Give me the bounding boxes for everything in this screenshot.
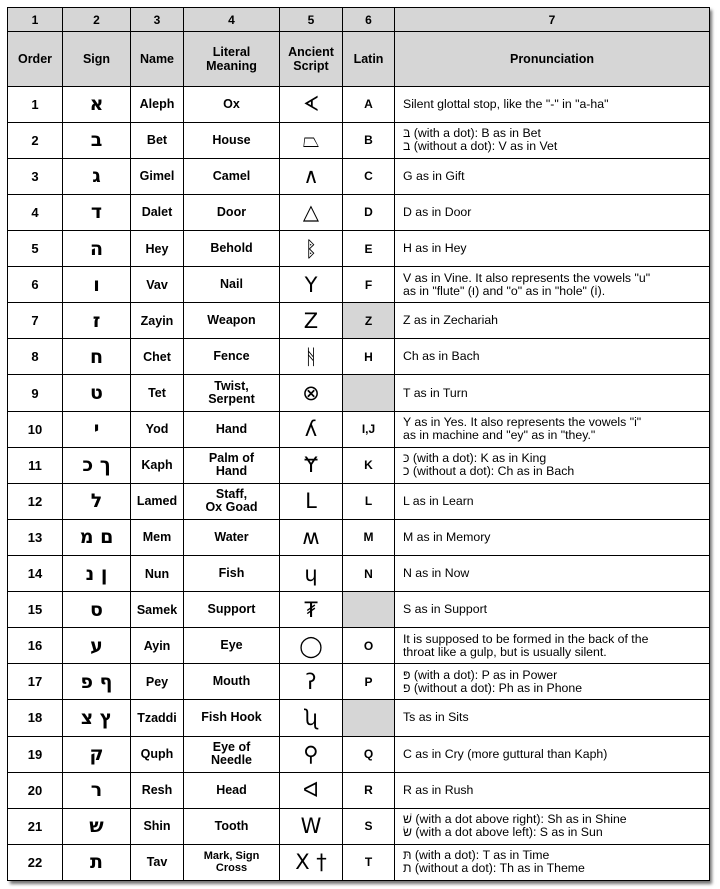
literal-meaning bbox=[184, 519, 280, 555]
letter-row bbox=[8, 736, 710, 772]
letter-row bbox=[8, 844, 710, 880]
column-number: 2 bbox=[63, 8, 131, 32]
letter-name: Gimel bbox=[131, 158, 184, 194]
latin-letter: L bbox=[343, 483, 395, 519]
hebrew-sign: ט bbox=[63, 375, 131, 411]
pronunciation-line: פּ (with a dot): P as in Power bbox=[403, 667, 558, 682]
ancient-script-glyph: ⏢ bbox=[280, 122, 343, 158]
meaning-line: Behold bbox=[210, 241, 253, 256]
alphabet-sheet bbox=[7, 7, 709, 881]
letter-row bbox=[8, 122, 710, 158]
letter-row bbox=[8, 194, 710, 230]
letter-name: Chet bbox=[131, 339, 184, 375]
letter-row bbox=[8, 772, 710, 808]
pronunciation-line: L as in Learn bbox=[403, 493, 474, 508]
letter-row bbox=[8, 592, 710, 628]
pronunciation-line: as in machine and "ey" as in "they." bbox=[403, 428, 596, 443]
latin-letter: C bbox=[343, 158, 395, 194]
ancient-script-glyph: W bbox=[280, 808, 343, 844]
column-number: 1 bbox=[8, 8, 63, 32]
pronunciation-cell bbox=[395, 736, 710, 772]
meaning-line: Needle bbox=[211, 753, 252, 768]
letter-name: Ayin bbox=[131, 628, 184, 664]
column-number: 6 bbox=[343, 8, 395, 32]
order-cell: 19 bbox=[8, 736, 63, 772]
column-number: 7 bbox=[395, 8, 710, 32]
latin-letter: R bbox=[343, 772, 395, 808]
latin-letter: S bbox=[343, 808, 395, 844]
column-number: 4 bbox=[184, 8, 280, 32]
letter-row bbox=[8, 808, 710, 844]
pronunciation-cell bbox=[395, 158, 710, 194]
latin-letter bbox=[343, 700, 395, 736]
pronunciation-line: Silent glottal stop, like the "-" in "a-ha" bbox=[403, 96, 609, 111]
letter-name: Tav bbox=[131, 844, 184, 880]
order-cell: 6 bbox=[8, 267, 63, 303]
ancient-script-glyph: ◯ bbox=[280, 628, 343, 664]
letter-row bbox=[8, 267, 710, 303]
pronunciation-cell bbox=[395, 375, 710, 411]
order-cell: 17 bbox=[8, 664, 63, 700]
meaning-line: Water bbox=[214, 529, 249, 544]
header-latin: Latin bbox=[343, 32, 395, 86]
ancient-script-glyph: ʯ bbox=[280, 700, 343, 736]
meaning-line: Door bbox=[216, 204, 247, 219]
ancient-script-glyph: ᚻ bbox=[280, 339, 343, 375]
pronunciation-line: שׁ (with a dot above right): Sh as in Shine bbox=[403, 812, 627, 827]
meaning-line: Head bbox=[216, 782, 247, 797]
ancient-script-glyph: Z bbox=[280, 303, 343, 339]
meaning-line: Fish Hook bbox=[201, 710, 262, 725]
hebrew-sign: ז bbox=[63, 303, 131, 339]
hebrew-sign: ס bbox=[63, 592, 131, 628]
order-cell: 8 bbox=[8, 339, 63, 375]
ancient-script-glyph: ᛔ bbox=[280, 231, 343, 267]
ancient-script-glyph: X † bbox=[280, 844, 343, 880]
column-number: 3 bbox=[131, 8, 184, 32]
hebrew-sign: ן נ bbox=[63, 556, 131, 592]
order-cell: 22 bbox=[8, 844, 63, 880]
pronunciation-cell bbox=[395, 700, 710, 736]
pronunciation-line: ב (without a dot): V as in Vet bbox=[403, 139, 558, 154]
pronunciation-line: בּ (with a dot): B as in Bet bbox=[403, 126, 541, 141]
literal-meaning bbox=[184, 592, 280, 628]
literal-meaning bbox=[184, 664, 280, 700]
hebrew-sign: י bbox=[63, 411, 131, 447]
hebrew-sign: ץ צ bbox=[63, 700, 131, 736]
pronunciation-cell bbox=[395, 447, 710, 483]
ancient-script-glyph: ʎ bbox=[280, 411, 343, 447]
ancient-script-glyph: L bbox=[280, 483, 343, 519]
pronunciation-line: T as in Turn bbox=[403, 385, 468, 400]
meaning-line: Support bbox=[207, 602, 256, 617]
order-cell: 9 bbox=[8, 375, 63, 411]
hebrew-sign: ק bbox=[63, 736, 131, 772]
hebrew-sign: א bbox=[63, 86, 131, 122]
meaning-line: Eye bbox=[220, 638, 243, 653]
literal-meaning bbox=[184, 194, 280, 230]
literal-meaning bbox=[184, 700, 280, 736]
letter-name: Bet bbox=[131, 122, 184, 158]
pronunciation-line: תּ (with a dot): T as in Time bbox=[403, 848, 550, 863]
literal-meaning bbox=[184, 339, 280, 375]
letter-name: Mem bbox=[131, 519, 184, 555]
pronunciation-cell bbox=[395, 411, 710, 447]
letter-row bbox=[8, 700, 710, 736]
order-cell: 13 bbox=[8, 519, 63, 555]
meaning-line: Mouth bbox=[212, 674, 251, 689]
header-literal-meaning bbox=[184, 32, 280, 86]
latin-letter bbox=[343, 375, 395, 411]
letter-name: Samek bbox=[131, 592, 184, 628]
latin-letter: K bbox=[343, 447, 395, 483]
hebrew-sign: ר bbox=[63, 772, 131, 808]
column-number-row bbox=[8, 8, 710, 32]
order-cell: 11 bbox=[8, 447, 63, 483]
ancient-script-glyph: ʍ bbox=[280, 519, 343, 555]
ancient-script-glyph: ʔ bbox=[280, 664, 343, 700]
hebrew-sign: ו bbox=[63, 267, 131, 303]
ancient-script-glyph: ɥ bbox=[280, 556, 343, 592]
header-name: Name bbox=[131, 32, 184, 86]
hebrew-sign: ע bbox=[63, 628, 131, 664]
ancient-script-glyph: ₮ bbox=[280, 592, 343, 628]
pronunciation-line: Z as in Zechariah bbox=[403, 313, 499, 328]
hebrew-sign: ג bbox=[63, 158, 131, 194]
meaning-line: Serpent bbox=[208, 392, 255, 406]
literal-meaning bbox=[184, 628, 280, 664]
literal-meaning bbox=[184, 122, 280, 158]
letter-row bbox=[8, 411, 710, 447]
order-cell: 1 bbox=[8, 86, 63, 122]
pronunciation-line: G as in Gift bbox=[403, 168, 465, 183]
hebrew-sign: ש bbox=[63, 808, 131, 844]
letter-name: Quph bbox=[131, 736, 184, 772]
literal-meaning bbox=[184, 844, 280, 880]
pronunciation-line: פ (without a dot): Ph as in Phone bbox=[403, 680, 583, 695]
pronunciation-line: S as in Support bbox=[403, 602, 488, 617]
letter-row bbox=[8, 519, 710, 555]
latin-letter: A bbox=[343, 86, 395, 122]
meaning-line: Palm of bbox=[208, 451, 255, 466]
meaning-line: Hand bbox=[215, 464, 248, 479]
latin-letter: Q bbox=[343, 736, 395, 772]
pronunciation-cell bbox=[395, 194, 710, 230]
pronunciation-cell bbox=[395, 808, 710, 844]
letter-name: Tet bbox=[131, 375, 184, 411]
pronunciation-line: It is supposed to be formed in the back of the bbox=[403, 631, 649, 646]
order-cell: 20 bbox=[8, 772, 63, 808]
pronunciation-line: throat like a gulp, but is usually silent. bbox=[403, 644, 607, 659]
meaning-line: Twist, bbox=[214, 379, 249, 393]
letter-row bbox=[8, 447, 710, 483]
meaning-line: Weapon bbox=[207, 313, 256, 328]
letter-name: Yod bbox=[131, 411, 184, 447]
pronunciation-line: V as in Vine. It also represents the vowels "u" bbox=[403, 270, 651, 285]
letter-name: Shin bbox=[131, 808, 184, 844]
pronunciation-line: Y as in Yes. It also represents the vowels "i" bbox=[403, 415, 642, 430]
letter-row bbox=[8, 158, 710, 194]
literal-meaning bbox=[184, 411, 280, 447]
hebrew-sign: ד bbox=[63, 194, 131, 230]
meaning-line: Staff, bbox=[215, 487, 248, 502]
latin-letter: T bbox=[343, 844, 395, 880]
letter-row bbox=[8, 483, 710, 519]
header-pronunciation: Pronunciation bbox=[395, 32, 710, 86]
meaning-line: House bbox=[212, 132, 251, 147]
literal-meaning bbox=[184, 808, 280, 844]
letter-name: Nun bbox=[131, 556, 184, 592]
pronunciation-line: כ (without a dot): Ch as in Bach bbox=[403, 464, 575, 479]
letter-row bbox=[8, 664, 710, 700]
hebrew-sign: ם מ bbox=[63, 519, 131, 555]
header-order: Order bbox=[8, 32, 63, 86]
column-number: 5 bbox=[280, 8, 343, 32]
pronunciation-cell bbox=[395, 122, 710, 158]
latin-letter: O bbox=[343, 628, 395, 664]
header-ancient-script bbox=[280, 32, 343, 86]
order-cell: 10 bbox=[8, 411, 63, 447]
meaning-line: Fence bbox=[213, 349, 250, 364]
letter-row bbox=[8, 628, 710, 664]
literal-meaning bbox=[184, 86, 280, 122]
pronunciation-line: שׂ (with a dot above left): S as in Sun bbox=[403, 825, 603, 840]
hebrew-alphabet-table bbox=[7, 7, 710, 881]
latin-letter: P bbox=[343, 664, 395, 700]
pronunciation-cell bbox=[395, 664, 710, 700]
pronunciation-cell bbox=[395, 231, 710, 267]
header-row bbox=[8, 32, 710, 86]
order-cell: 4 bbox=[8, 194, 63, 230]
ancient-script-glyph: ᐊ bbox=[280, 772, 343, 808]
header-text: Script bbox=[293, 59, 329, 73]
ancient-script-glyph: ᗉ bbox=[280, 86, 343, 122]
literal-meaning bbox=[184, 447, 280, 483]
letter-name: Zayin bbox=[131, 303, 184, 339]
pronunciation-line: M as in Memory bbox=[403, 529, 491, 544]
letter-row bbox=[8, 303, 710, 339]
pronunciation-cell bbox=[395, 86, 710, 122]
literal-meaning bbox=[184, 375, 280, 411]
order-cell: 5 bbox=[8, 231, 63, 267]
literal-meaning bbox=[184, 772, 280, 808]
literal-meaning bbox=[184, 556, 280, 592]
order-cell: 21 bbox=[8, 808, 63, 844]
letter-name: Resh bbox=[131, 772, 184, 808]
pronunciation-line: R as in Rush bbox=[403, 782, 474, 797]
ancient-script-glyph: ∧ bbox=[280, 158, 343, 194]
literal-meaning bbox=[184, 483, 280, 519]
pronunciation-line: C as in Cry (more guttural than Kaph) bbox=[403, 746, 608, 761]
meaning-line: Nail bbox=[220, 277, 243, 292]
meaning-line: Cross bbox=[215, 862, 248, 875]
pronunciation-line: D as in Door bbox=[403, 204, 472, 219]
hebrew-sign: ת bbox=[63, 844, 131, 880]
meaning-line: Hand bbox=[215, 421, 248, 436]
latin-letter: I,J bbox=[343, 411, 395, 447]
latin-letter: Z bbox=[343, 303, 395, 339]
ancient-script-glyph: ⚲ bbox=[280, 736, 343, 772]
letter-name: Dalet bbox=[131, 194, 184, 230]
letter-row bbox=[8, 375, 710, 411]
letter-row bbox=[8, 339, 710, 375]
meaning-line: Camel bbox=[212, 168, 251, 183]
ancient-script-glyph: Y bbox=[280, 267, 343, 303]
literal-meaning bbox=[184, 267, 280, 303]
letter-name: Lamed bbox=[131, 483, 184, 519]
hebrew-sign: ב bbox=[63, 122, 131, 158]
meaning-line: Mark, Sign bbox=[203, 850, 260, 863]
pronunciation-cell bbox=[395, 844, 710, 880]
order-cell: 14 bbox=[8, 556, 63, 592]
order-cell: 12 bbox=[8, 483, 63, 519]
letter-name: Pey bbox=[131, 664, 184, 700]
latin-letter: N bbox=[343, 556, 395, 592]
letter-name: Tzaddi bbox=[131, 700, 184, 736]
ancient-script-glyph: Ɏ bbox=[280, 447, 343, 483]
pronunciation-cell bbox=[395, 628, 710, 664]
hebrew-sign: ך כ bbox=[63, 447, 131, 483]
letter-row bbox=[8, 231, 710, 267]
meaning-line: Tooth bbox=[214, 818, 249, 833]
header-sign: Sign bbox=[63, 32, 131, 86]
pronunciation-cell bbox=[395, 592, 710, 628]
latin-letter: H bbox=[343, 339, 395, 375]
literal-meaning bbox=[184, 158, 280, 194]
letter-name: Vav bbox=[131, 267, 184, 303]
meaning-line: Ox bbox=[223, 96, 240, 111]
literal-meaning bbox=[184, 231, 280, 267]
pronunciation-cell bbox=[395, 519, 710, 555]
pronunciation-cell bbox=[395, 483, 710, 519]
latin-letter: M bbox=[343, 519, 395, 555]
letter-name: Hey bbox=[131, 231, 184, 267]
latin-letter: F bbox=[343, 267, 395, 303]
letter-name: Aleph bbox=[131, 86, 184, 122]
latin-letter: D bbox=[343, 194, 395, 230]
meaning-line: Ox Goad bbox=[205, 500, 258, 515]
letter-row bbox=[8, 556, 710, 592]
order-cell: 3 bbox=[8, 158, 63, 194]
latin-letter: E bbox=[343, 231, 395, 267]
latin-letter: B bbox=[343, 122, 395, 158]
pronunciation-line: ת (without a dot): Th as in Theme bbox=[403, 861, 585, 876]
latin-letter bbox=[343, 592, 395, 628]
header-text: Meaning bbox=[206, 59, 257, 73]
letter-row bbox=[8, 86, 710, 122]
hebrew-sign: ה bbox=[63, 231, 131, 267]
ancient-script-glyph: ⊗ bbox=[280, 375, 343, 411]
meaning-line: Fish bbox=[218, 566, 245, 581]
pronunciation-cell bbox=[395, 339, 710, 375]
pronunciation-cell bbox=[395, 267, 710, 303]
hebrew-sign: ח bbox=[63, 339, 131, 375]
pronunciation-line: H as in Hey bbox=[403, 241, 467, 256]
pronunciation-line: Ts as in Sits bbox=[403, 710, 469, 725]
hebrew-sign: ף פ bbox=[63, 664, 131, 700]
pronunciation-cell bbox=[395, 303, 710, 339]
order-cell: 15 bbox=[8, 592, 63, 628]
literal-meaning bbox=[184, 736, 280, 772]
order-cell: 16 bbox=[8, 628, 63, 664]
ancient-script-glyph: △ bbox=[280, 194, 343, 230]
literal-meaning bbox=[184, 303, 280, 339]
pronunciation-line: Ch as in Bach bbox=[403, 349, 480, 364]
pronunciation-line: כּ (with a dot): K as in King bbox=[403, 451, 547, 466]
pronunciation-line: N as in Now bbox=[403, 566, 470, 581]
header-text: Ancient bbox=[288, 45, 334, 59]
order-cell: 18 bbox=[8, 700, 63, 736]
meaning-line: Eye of bbox=[212, 740, 251, 755]
order-cell: 7 bbox=[8, 303, 63, 339]
header-text: Literal bbox=[212, 45, 251, 59]
letter-name: Kaph bbox=[131, 447, 184, 483]
order-cell: 2 bbox=[8, 122, 63, 158]
pronunciation-cell bbox=[395, 556, 710, 592]
pronunciation-cell bbox=[395, 772, 710, 808]
hebrew-sign: ל bbox=[63, 483, 131, 519]
pronunciation-line: as in "flute" (וּ) and "o" as in "hole" (וֹ). bbox=[403, 283, 606, 298]
